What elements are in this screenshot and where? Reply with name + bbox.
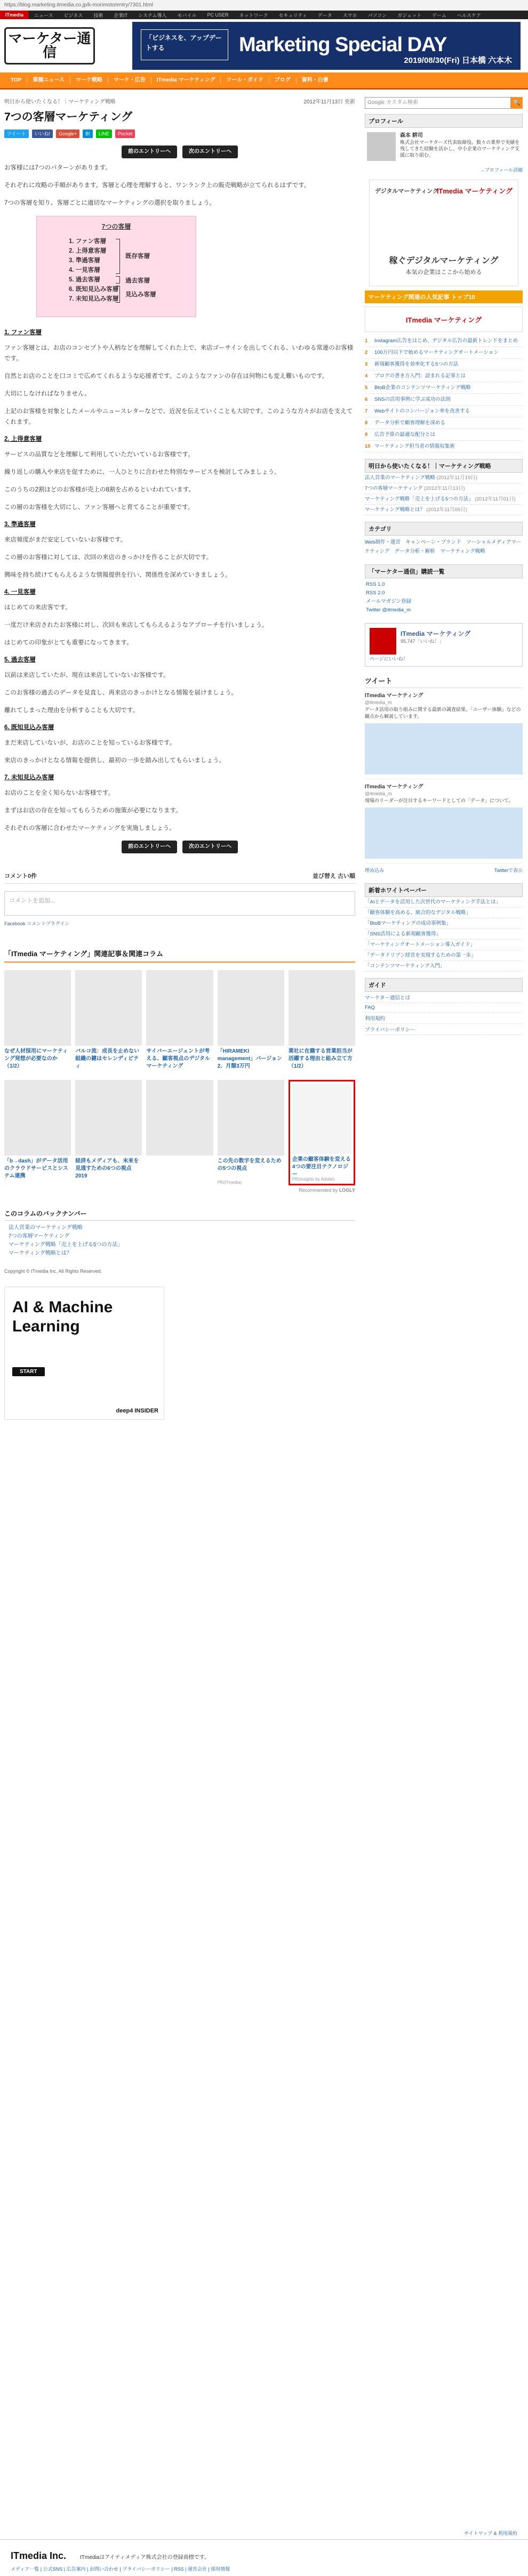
subscribe-box bbox=[365, 564, 523, 617]
related-thumbnail bbox=[218, 970, 284, 1046]
guide-link[interactable]: マーケター通信とは bbox=[365, 992, 523, 1003]
paragraph: お客様には7つのパターンがあります。 bbox=[4, 165, 111, 171]
related-card[interactable] bbox=[218, 1080, 284, 1185]
paragraph: まずはお店の存在を知ってもらうための施策が必要になります。 bbox=[4, 807, 182, 814]
address-bar[interactable]: https://blog.marketing.itmedia.co.jp/k-morimoto/entry/7301.html bbox=[0, 0, 528, 11]
latest-title: マーケティング戦略とは？ bbox=[365, 507, 425, 513]
section-heading: 3. 準過客層 bbox=[4, 521, 36, 528]
related-thumbnail bbox=[289, 970, 355, 1046]
topbar-item[interactable]: ITmedia bbox=[0, 11, 29, 19]
comment-sort[interactable] bbox=[313, 871, 355, 880]
category-heading: カテゴリ bbox=[365, 522, 523, 536]
topbar-item[interactable]: ゲーム bbox=[432, 12, 447, 18]
related-title: 業社に在籍する営業担当が活躍する理由と組み立て方（1/2） bbox=[288, 1048, 353, 1069]
related-title: サイバーエージェントが考える、顧客視点のデジタルマーケティング bbox=[146, 1048, 210, 1069]
diagram-group-label: 見込み客層 bbox=[125, 292, 156, 298]
rank-number: 4 bbox=[365, 373, 368, 379]
bottom-ad-banner[interactable] bbox=[4, 1287, 164, 1420]
site-search bbox=[365, 97, 523, 109]
header-ad-banner[interactable] bbox=[132, 22, 521, 70]
whitepaper-item[interactable]: 「BtoBマーケティングの成功事例集」 bbox=[365, 918, 523, 929]
latest-item[interactable] bbox=[365, 473, 523, 483]
ranking-item[interactable] bbox=[365, 370, 523, 382]
related-source: PR(ITmedia) bbox=[217, 1180, 242, 1185]
profile-heading: プロフィール bbox=[365, 114, 523, 128]
tweet-text: データ活用の取り組みに関する最新の調査結果。「ユーザー体験」などの観点から解説しています。 bbox=[365, 707, 521, 719]
line-button[interactable]: LINE bbox=[96, 130, 112, 138]
topbar-item[interactable]: パソコン bbox=[367, 12, 387, 18]
paragraph: 一度だけ来店されたお客様に対し、次回も来店してもらえるようなアプローチを行いましょう。 bbox=[4, 622, 268, 628]
ranking-title: SNSの活用事例に学ぶ成功の法則 bbox=[374, 397, 451, 402]
ranking-title: BtoB企業のコンテンツマーケティング戦略 bbox=[374, 385, 471, 391]
entry-pager-top bbox=[4, 146, 355, 158]
ad-subline: 本気の企業はここから始める bbox=[405, 269, 482, 276]
nav-item[interactable]: ツール・ガイド bbox=[221, 77, 269, 84]
facebook-comment-plugin-link[interactable]: Facebook コメントプラグイン bbox=[4, 921, 70, 926]
main-column bbox=[4, 97, 362, 1452]
recommend-engine: LOGLY bbox=[339, 1188, 355, 1193]
topbar-item[interactable]: PC USER bbox=[207, 12, 229, 18]
backnumber bbox=[4, 1209, 355, 1258]
section-heading: 1. ファン客層 bbox=[4, 329, 42, 336]
paragraph: まだ来店していないが、お店のことを知っているお客様です。 bbox=[4, 740, 176, 746]
latest-date: (2012年11月13日) bbox=[424, 486, 465, 491]
ad-headline: AI & Machine Learning bbox=[12, 1298, 113, 1335]
diagram-bracket bbox=[116, 286, 120, 303]
paragraph: お店のことを全く知らないお客様です。 bbox=[4, 790, 115, 796]
profile-box bbox=[365, 114, 523, 173]
related-title: 企業の顧客体験を変える4つの要注目テクノロジー bbox=[292, 1156, 351, 1177]
nav-item[interactable]: 業種ニュース bbox=[27, 77, 70, 84]
ranking-box bbox=[365, 290, 523, 453]
facebook-like-count: 95,747「いいね！」 bbox=[401, 639, 444, 644]
profile-text: 株式会社マーケターズ代表取締役。数々の業界で実績を残してきた経験を活かし、中小企業のマーケティング支援に取り組む。 bbox=[400, 140, 520, 158]
related-thumbnail bbox=[146, 1080, 213, 1156]
nav-item[interactable]: マーケ戦略 bbox=[70, 77, 108, 84]
whitepaper-box bbox=[365, 883, 523, 972]
paragraph: 上記のお客様を対象としたメールやニュースレターなどで、近況を伝えていくことも大切です。このような方々がお店を支えてくれます。 bbox=[4, 408, 353, 425]
paragraph: 7つの客層を知り、客層ごとに適切なマーケティングの選択を取りましょう。 bbox=[4, 200, 216, 206]
paragraph: サービスの品質などを理解して利用していただいているお客様です。 bbox=[4, 451, 194, 458]
pocket-button[interactable]: Pocket bbox=[115, 130, 135, 138]
related-thumbnail bbox=[75, 1080, 142, 1156]
tweet[interactable] bbox=[365, 688, 523, 779]
ranking-item[interactable] bbox=[365, 417, 523, 429]
tweet-handle: @itmedia_m bbox=[365, 791, 392, 796]
related-title bbox=[146, 1158, 213, 1180]
paragraph: このお客様の過去のデータを見直し、再来店のきっかけとなる情報を届けましょう。 bbox=[4, 690, 237, 696]
related-title: バルコ流：成長を止めない組織の鍵はセレンディピティ bbox=[75, 1048, 140, 1069]
rank-number: 5 bbox=[365, 385, 368, 391]
rss-link[interactable]: RSS 2.0 bbox=[366, 590, 385, 596]
latest-date: (2012年11月01日) bbox=[475, 496, 516, 502]
category-links[interactable]: Web制作・運営 キャンペーン・ブランド ソーシャルメディアマーケティング データ分析・解析 マーケティング戦略 bbox=[365, 539, 522, 554]
article-body bbox=[4, 163, 355, 834]
ranking-title: ブログの書き方入門：読まれる記事とは bbox=[374, 373, 466, 379]
nav-item[interactable]: 資料・白書 bbox=[301, 77, 329, 83]
latest-title: マーケティング戦略「売上を上げる5つの方法」 bbox=[365, 496, 474, 502]
comment-section bbox=[4, 871, 355, 927]
breadcrumb bbox=[4, 97, 355, 105]
latest-item[interactable] bbox=[365, 494, 523, 505]
paragraph: はじめての来店客です。 bbox=[4, 604, 71, 611]
nav-item[interactable]: マーケ・広告 bbox=[108, 77, 151, 84]
diagram-title: 7つの客層 bbox=[101, 223, 131, 230]
rank-number: 8 bbox=[365, 420, 368, 426]
ranking-item[interactable] bbox=[365, 335, 523, 347]
latest-date: (2012年11月05日) bbox=[426, 507, 467, 513]
site-header bbox=[0, 19, 528, 72]
ranking-item[interactable] bbox=[365, 441, 523, 453]
ranking-title: 新規顧客獲得を効率化する5つの方法 bbox=[374, 361, 459, 367]
ranking-item[interactable] bbox=[365, 394, 523, 406]
footer-links[interactable]: メディア一覧 | 公式SNS | 広告案内 | お問い合わせ | プライバシーポリシー | RSS | 運営会社 | 採用情報 bbox=[11, 2566, 230, 2572]
related-card[interactable] bbox=[4, 970, 71, 1076]
profile-more-link[interactable]: →プロフィール詳細 bbox=[479, 167, 523, 173]
paragraph: 興味を持ち続けてもらえるような情報提供を行い、関係性を深めていきましょう。 bbox=[4, 572, 231, 578]
latest-title: 法人営業のマーケティング戦略 bbox=[365, 475, 435, 481]
related-card[interactable] bbox=[289, 970, 355, 1076]
paragraph: 来店頻度がまだ安定していないお客様です。 bbox=[4, 537, 127, 543]
related-source: PR(Insights by Adobe) bbox=[292, 1177, 335, 1182]
twitter-timeline bbox=[365, 673, 523, 877]
related-thumbnail bbox=[292, 1084, 351, 1154]
banner-date: 2019/08/30(Fri) 日本橋 六本木 bbox=[404, 56, 512, 65]
ranking-title: 広告予算の最適な配分とは bbox=[374, 432, 436, 438]
rss-link[interactable]: RSS 1.0 bbox=[366, 582, 385, 587]
paragraph: 離れてしまった理由を分析することも大切です。 bbox=[4, 707, 139, 714]
topbar-item[interactable]: スマホ bbox=[342, 12, 357, 18]
rank-number: 6 bbox=[365, 397, 368, 402]
ranking-title: Webサイトのコンバージョン率を改善する bbox=[374, 408, 470, 414]
newsletter-link[interactable]: メールマガジン登録 bbox=[366, 599, 412, 604]
ranking-item[interactable] bbox=[365, 382, 523, 394]
related-title: 経済もメディアも、未来を見通すための6つの視点 2019 bbox=[75, 1158, 139, 1179]
backnumber-item[interactable]: 法人営業のマーケティング戦略 bbox=[9, 1225, 83, 1231]
related-heading: 「ITmedia マーケティング」関連記事＆関連コラム bbox=[4, 948, 355, 963]
sidebar bbox=[365, 97, 523, 1452]
paragraph: それぞれに攻略の手順があります。客層と心理を理解すると、ワンランク上の販売戦略が立てられるはずです。 bbox=[4, 182, 310, 189]
prev-entry-button[interactable]: 前のエントリーへ bbox=[122, 841, 177, 853]
nav-item[interactable]: ブログ bbox=[269, 77, 297, 84]
paragraph: 来店のきっかけとなる情報を提供し、最初の一歩を踏み出してもらいましょう。 bbox=[4, 757, 225, 764]
embed-link[interactable]: 埋め込み bbox=[365, 868, 385, 873]
ranking-title: Instagram広告をはじめ、デジタル広告の最新トレンドをまとめ bbox=[374, 338, 518, 344]
whitepaper-heading: 新着ホワイトペーパー bbox=[365, 883, 523, 897]
search-input[interactable]: Google カスタム検索 bbox=[365, 97, 511, 109]
guide-link[interactable]: プライバシーポリシー bbox=[365, 1024, 523, 1035]
related-thumbnail bbox=[218, 1080, 284, 1156]
tweet-image bbox=[365, 723, 523, 774]
post-date: 2012年11月13日 更新 bbox=[303, 99, 355, 105]
facebook-page-logo bbox=[370, 628, 396, 655]
related-thumbnail bbox=[4, 970, 71, 1046]
tweet-text: 現場のリーダーが注目するキーワードとしての「データ」について。 bbox=[365, 798, 514, 803]
sidebar-ad[interactable] bbox=[369, 180, 518, 286]
paragraph: この層のお客様に対しては、次回の来店のきっかけを作ることが大切です。 bbox=[4, 554, 213, 561]
ad-brand: deep4 INSIDER bbox=[116, 1408, 158, 1414]
diagram-item: 2. 上得意客層 bbox=[69, 248, 107, 254]
paragraph: 大切にしなければなりません。 bbox=[4, 391, 91, 397]
related-thumbnail bbox=[75, 970, 142, 1046]
google-plus-button[interactable]: Google+ bbox=[56, 130, 79, 138]
recommend-credit[interactable] bbox=[4, 1188, 355, 1193]
facebook-like-page-button[interactable]: ページにいいね！ bbox=[370, 656, 408, 661]
diagram-group-label: 既存客層 bbox=[125, 253, 150, 260]
facebook-page-name[interactable]: ITmedia マーケティング bbox=[401, 630, 471, 637]
guide-box bbox=[365, 978, 523, 1035]
guide-link[interactable]: 利用規約 bbox=[365, 1013, 523, 1024]
site-logo[interactable]: マーケター通信 bbox=[4, 27, 95, 64]
view-on-twitter-link[interactable]: Twitterで表示 bbox=[494, 868, 523, 873]
banner-catch: 「ビジネスを、アップデートする bbox=[141, 29, 228, 60]
facebook-page-box bbox=[365, 623, 523, 667]
sort-select[interactable]: 古い順 bbox=[338, 873, 355, 879]
backnumber-item[interactable]: マーケティング戦略「売上を上げる5つの方法」 bbox=[9, 1242, 123, 1248]
related-card[interactable] bbox=[75, 1080, 142, 1185]
section-heading: 6. 既知見込み客層 bbox=[4, 724, 54, 731]
whitepaper-item[interactable]: 「コンテンツマーケティング入門」 bbox=[365, 961, 523, 972]
related-thumbnail bbox=[146, 970, 213, 1046]
guide-heading: ガイド bbox=[365, 978, 523, 992]
ranking-item[interactable] bbox=[365, 429, 523, 441]
paragraph: それぞれの客層に合わせたマーケティングを実施しましょう。 bbox=[4, 825, 175, 831]
diagram-list bbox=[69, 237, 118, 304]
profile-name: 森本 耕司 bbox=[400, 133, 423, 139]
footer-logo[interactable]: ITmedia Inc. bbox=[11, 2550, 67, 2561]
ranking-item[interactable] bbox=[365, 406, 523, 417]
comment-input[interactable]: コメントを追加... bbox=[4, 891, 355, 916]
next-entry-button[interactable]: 次のエントリーへ bbox=[182, 146, 238, 158]
rank-number: 7 bbox=[365, 408, 368, 414]
whitepaper-item[interactable]: 「マーケティングオートメーション導入ガイド」 bbox=[365, 940, 523, 950]
backnumber-item[interactable]: マーケティング戦略とは？ bbox=[9, 1250, 72, 1256]
comment-header bbox=[4, 871, 355, 884]
latest-heading: 明日から使いたくなる！｜マーケティング戦略 bbox=[365, 459, 523, 473]
comment-count: コメント0件 bbox=[4, 873, 37, 879]
topbar-item[interactable]: セキュリティ bbox=[278, 12, 307, 18]
related-card[interactable] bbox=[4, 1080, 71, 1185]
paragraph: このうちの2割ほどのお客様が売上の8割を占めるといわれています。 bbox=[4, 487, 195, 493]
twitter-follow-link[interactable]: Twitter @itmedia_m bbox=[366, 607, 411, 613]
rank-number: 10 bbox=[365, 443, 371, 449]
section-heading: 5. 過去客層 bbox=[4, 657, 36, 663]
tweets-heading: ツイート bbox=[365, 673, 523, 688]
ranking-title: 100万円以下で始めるマーケティングオートメーション bbox=[374, 350, 499, 356]
rank-number: 2 bbox=[365, 350, 368, 356]
customer-layer-diagram bbox=[36, 216, 196, 317]
topbar-item[interactable]: ネットワーク bbox=[239, 12, 268, 18]
section-heading: 7. 未知見込み客層 bbox=[4, 774, 54, 781]
avatar bbox=[367, 132, 396, 161]
diagram-bracket bbox=[116, 239, 120, 274]
topbar-item[interactable]: 企業IT bbox=[114, 12, 128, 18]
topbar-item[interactable]: ガジェット bbox=[397, 12, 422, 18]
topbar-item[interactable]: システム導入 bbox=[138, 12, 167, 18]
topbar-item[interactable]: ヘルスケア bbox=[457, 12, 481, 18]
related-title: 「HIRAMEKI management」バージョン2、月額3万円 bbox=[217, 1048, 282, 1069]
sitemap-link[interactable]: サイトマップ & 利用規約 bbox=[463, 2531, 517, 2536]
ad-brand: ITmedia マーケティング bbox=[436, 187, 513, 195]
category-box bbox=[365, 522, 523, 558]
diagram-bracket bbox=[116, 276, 120, 284]
ranking-banner[interactable]: ITmedia マーケティング bbox=[365, 306, 523, 332]
whitepaper-item[interactable]: 「データドリブン経営を実現するための第一歩」 bbox=[365, 950, 523, 961]
ad-headline: 稼ぐデジタルマーケティング bbox=[389, 256, 499, 265]
latest-date: (2012年11月19日) bbox=[436, 475, 477, 481]
whitepaper-item[interactable]: 「AIとデータを活用した次世代のマーケティング手法とは」 bbox=[365, 897, 523, 908]
ranking-title: マーケティング担当者の情報収集術 bbox=[374, 443, 455, 449]
diagram-item: 6. 既知見込み客層 bbox=[69, 286, 119, 293]
ad-start-button[interactable]: START bbox=[12, 1367, 45, 1376]
nav-item[interactable]: TOP bbox=[5, 77, 27, 84]
related-thumbnail bbox=[4, 1080, 71, 1156]
copyright: Copyright © ITmedia Inc. All Rights Reserved. bbox=[4, 1269, 102, 1274]
paragraph: 繰り返しの購入や来店を促すために、一人ひとりに合わせた特別なサービスを検討してみましょう。 bbox=[4, 469, 281, 475]
facebook-like-button[interactable]: いいね! bbox=[32, 130, 53, 138]
page-title: 7つの客層マーケティング bbox=[4, 111, 133, 123]
ad-text: デジタルマーケティング bbox=[375, 188, 439, 195]
main-nav bbox=[0, 72, 528, 90]
ranking-heading: マーケティング関連の人気記事 トップ10 bbox=[365, 290, 523, 303]
tweet-image bbox=[365, 807, 523, 859]
diagram-item: 5. 過去客層 bbox=[69, 277, 100, 283]
topbar-item[interactable]: 技術 bbox=[93, 12, 103, 18]
prev-entry-button[interactable]: 前のエントリーへ bbox=[122, 146, 177, 158]
recommend-label: Recommended by bbox=[299, 1188, 338, 1193]
paragraph: ファン客層とは、お店のコンセプトや人柄などを理解してくれた上で、来店ゴーサインを出してくれる、いわゆる常連のお客様です。 bbox=[4, 345, 354, 362]
rank-number: 3 bbox=[365, 361, 368, 367]
paragraph: 自然とお店のことを口コミで広めてくれるような応援者です。このようなファンの存在は何物にも変え難いものです。 bbox=[4, 373, 329, 379]
entry-pager-bottom bbox=[4, 841, 355, 853]
section-heading: 2. 上得意客層 bbox=[4, 436, 42, 442]
related-card[interactable] bbox=[75, 970, 142, 1076]
ranking-title: データ分析で顧客理解を深める bbox=[374, 420, 446, 426]
topbar-item[interactable]: モバイル bbox=[177, 12, 197, 18]
share-buttons bbox=[4, 130, 355, 138]
diagram-item: 4. 一見客層 bbox=[69, 267, 100, 273]
nav-item[interactable]: ITmedia マーケティング bbox=[151, 77, 221, 84]
tweet-button[interactable]: ツイート bbox=[4, 130, 29, 138]
subscribe-heading: 「マーケター通信」購読一覧 bbox=[365, 564, 523, 578]
related-card[interactable] bbox=[146, 1080, 213, 1185]
latest-title: 7つの客層マーケティング bbox=[365, 486, 423, 491]
search-icon[interactable]: 🔍 bbox=[511, 97, 523, 109]
hatena-bookmark-button[interactable]: B! bbox=[83, 130, 93, 138]
backnumber-heading: このコラムのバックナンバー bbox=[4, 1209, 355, 1221]
related-card-ad[interactable] bbox=[289, 1080, 355, 1185]
rank-number: 1 bbox=[365, 338, 368, 344]
diagram-item: 1. ファン客層 bbox=[69, 238, 107, 245]
footer-tagline: ITmediaはアイティメディア株式会社の登録商標です。 bbox=[80, 2555, 210, 2561]
ranking-item[interactable] bbox=[365, 347, 523, 359]
latest-item[interactable] bbox=[365, 505, 523, 515]
latest-entries-box bbox=[365, 459, 523, 515]
rank-number: 9 bbox=[365, 432, 368, 438]
tweet-author: ITmedia マーケティング bbox=[365, 693, 423, 699]
related-card[interactable] bbox=[146, 970, 213, 1076]
related-title: この先の数字を変えるための5つの視点 bbox=[217, 1158, 282, 1172]
top-global-bar bbox=[0, 11, 528, 19]
paragraph: 以前は来店していたが、現在は来店していないお客様です。 bbox=[4, 672, 170, 679]
topbar-item[interactable]: ニュース bbox=[34, 12, 53, 18]
tweet-author: ITmedia マーケティング bbox=[365, 784, 423, 790]
related-title: なぜ人材採用にマーケティング発想が必要なのか（1/2） bbox=[4, 1048, 68, 1069]
tweet-handle: @itmedia_m bbox=[365, 700, 392, 705]
related-articles bbox=[4, 948, 355, 1193]
topbar-item[interactable]: データ bbox=[317, 12, 332, 18]
tweet[interactable] bbox=[365, 779, 523, 863]
ranking-item[interactable] bbox=[365, 359, 523, 370]
diagram-item: 7. 未知見込み客層 bbox=[69, 296, 119, 302]
banner-title: Marketing Special DAY bbox=[239, 34, 447, 56]
paragraph: はじめての印象がとても重要になってきます。 bbox=[4, 640, 133, 646]
site-footer bbox=[0, 2539, 528, 2576]
guide-link[interactable]: FAQ bbox=[365, 1003, 523, 1013]
backnumber-item[interactable]: 7つの客層マーケティング bbox=[9, 1233, 70, 1239]
paragraph: この層のお客様を大切にし、ファン客層へと育てることが重要です。 bbox=[4, 504, 194, 511]
whitepaper-item[interactable]: 「SNS活用による新規顧客獲得」 bbox=[365, 929, 523, 940]
latest-item[interactable] bbox=[365, 483, 523, 494]
diagram-item: 3. 準過客層 bbox=[69, 257, 100, 264]
whitepaper-item[interactable]: 「顧客体験を高める、統合的なデジタル戦略」 bbox=[365, 908, 523, 918]
topbar-item[interactable]: ビジネス bbox=[63, 12, 83, 18]
breadcrumb-link[interactable]: 明日から使いたくなる！｜マーケティング戦略 bbox=[4, 99, 116, 105]
diagram-group-label: 過去客層 bbox=[125, 278, 150, 284]
next-entry-button[interactable]: 次のエントリーへ bbox=[182, 841, 238, 853]
section-heading: 4. 一見客層 bbox=[4, 589, 36, 595]
sort-label: 並び替え bbox=[312, 873, 336, 879]
related-card[interactable] bbox=[218, 970, 284, 1076]
related-title: 「b→dash」がデータ活用のクラウドサービスとシステム連携 bbox=[4, 1158, 68, 1179]
